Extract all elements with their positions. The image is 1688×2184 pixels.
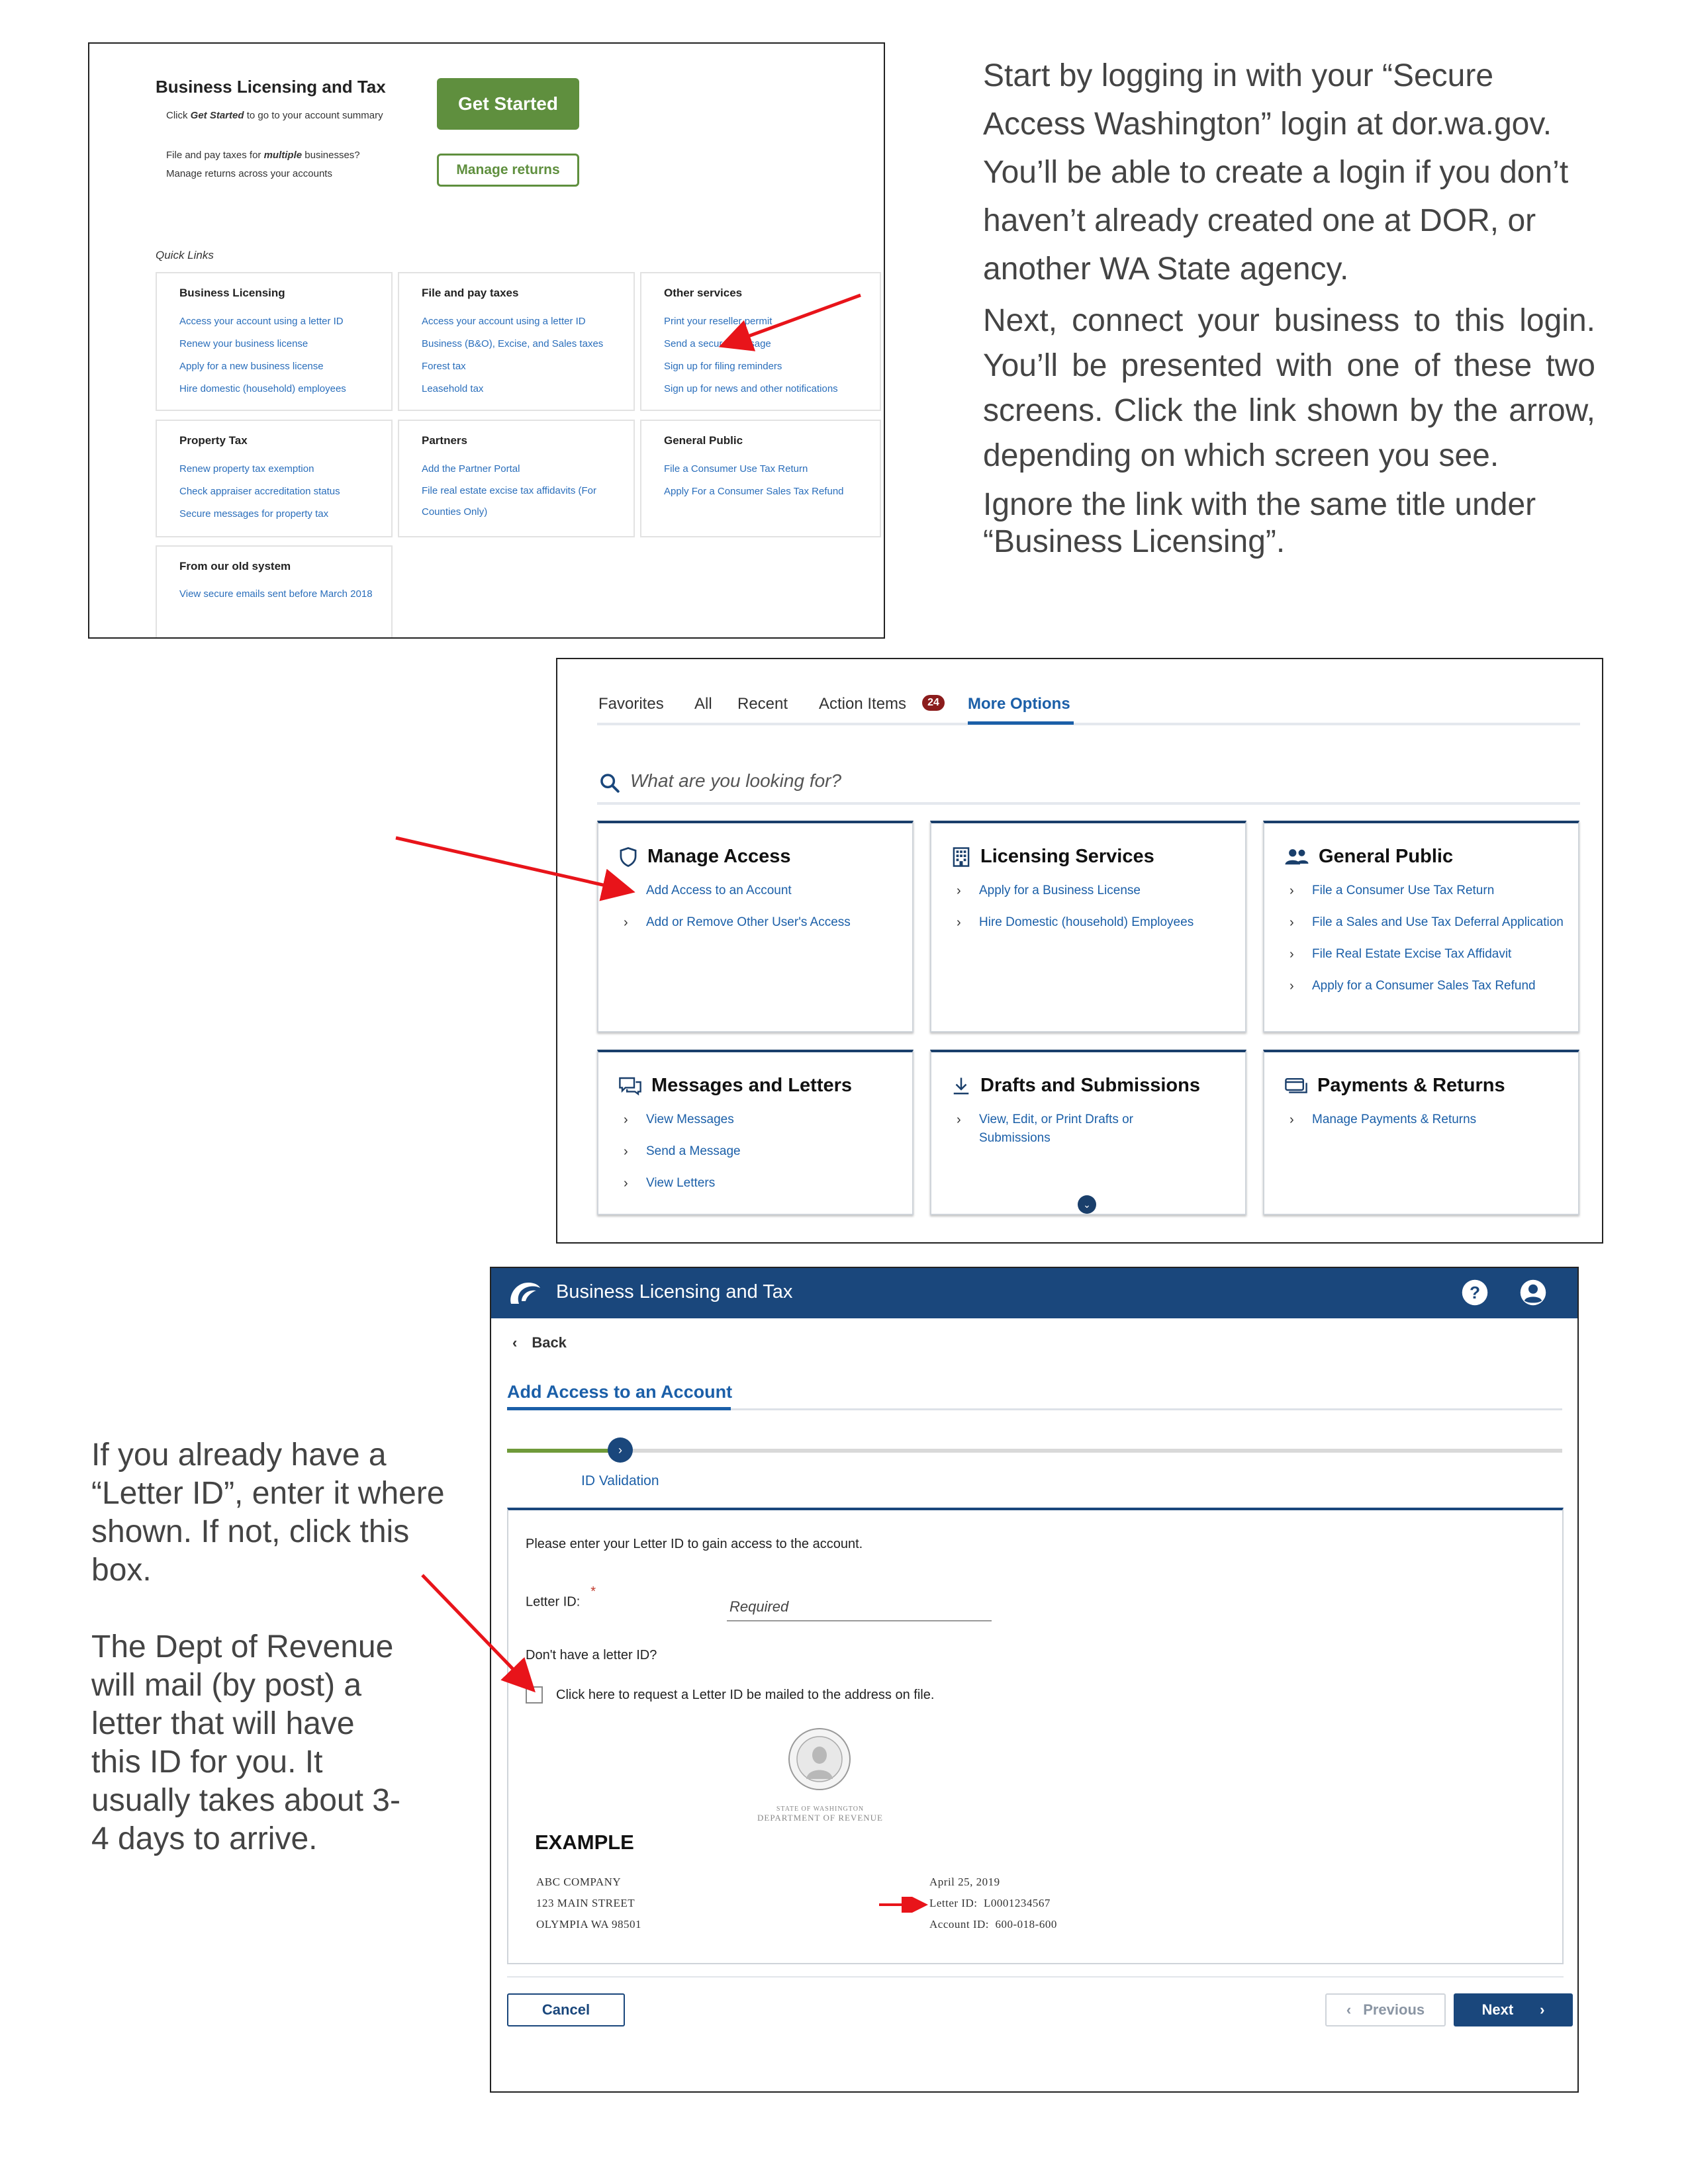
page-subtitle: Click Get Started to go to your account summary bbox=[166, 110, 383, 121]
card-payments-returns bbox=[1263, 1050, 1579, 1215]
get-started-button[interactable]: Get Started bbox=[437, 78, 579, 130]
screenshot-more-options bbox=[556, 658, 1603, 1244]
card-general-public bbox=[1263, 821, 1579, 1032]
chevron-right-icon: › bbox=[1289, 947, 1294, 962]
search-underline bbox=[597, 802, 1580, 805]
side-paragraph-2: The Dept of Revenue will mail (by post) a letter that will have this ID for you. It usually takes about 3-4 days to arrive. bbox=[91, 1629, 400, 1856]
tab-divider bbox=[597, 723, 1580, 725]
letter-id-label: Letter ID:* bbox=[526, 1584, 596, 1610]
link-view-messages[interactable]: › View Messages bbox=[624, 1111, 741, 1129]
link-old-secure-emails[interactable]: View secure emails sent before March 2018 bbox=[179, 588, 373, 600]
tab-more-options[interactable]: More Options bbox=[968, 695, 1070, 713]
help-icon[interactable] bbox=[1461, 1279, 1489, 1306]
link-manage-other-users[interactable]: › Add or Remove Other User's Access bbox=[624, 913, 851, 932]
letter-id-instructions bbox=[91, 1436, 469, 1858]
link-renew-exemption[interactable]: Renew property tax exemption bbox=[179, 463, 314, 475]
link-real-estate-excise[interactable]: File real estate excise tax affidavits (For Counties Only) bbox=[422, 485, 596, 518]
quick-links-business-licensing bbox=[156, 272, 393, 411]
building-icon bbox=[951, 846, 971, 868]
link-forest-tax[interactable]: Forest tax bbox=[422, 361, 466, 372]
link-apply-license[interactable]: Apply for a new business license bbox=[179, 361, 324, 372]
form-instructions: Please enter your Letter ID to gain access to the account. bbox=[526, 1537, 863, 1551]
link-news-notifications[interactable]: Sign up for news and other notifications bbox=[664, 383, 838, 394]
link-hire-domestic[interactable]: Hire domestic (household) employees bbox=[179, 383, 346, 394]
quick-links-general-public bbox=[640, 420, 881, 537]
tab-recent[interactable]: Recent bbox=[737, 695, 788, 713]
state-seal-icon bbox=[786, 1726, 853, 1792]
progress-fill bbox=[507, 1449, 620, 1453]
red-arrow-icon bbox=[391, 827, 655, 907]
previous-button[interactable]: ‹ Previous bbox=[1325, 1993, 1446, 2026]
example-company: ABC COMPANY bbox=[536, 1876, 622, 1888]
back-link[interactable]: ‹ Back bbox=[512, 1334, 567, 1351]
link-appraiser-status[interactable]: Check appraiser accreditation status bbox=[179, 486, 340, 497]
multi-business-subtext: Manage returns across your accounts bbox=[166, 168, 332, 179]
chevron-left-icon: ‹ bbox=[512, 1334, 518, 1351]
chevron-right-icon: › bbox=[957, 1113, 961, 1127]
chevron-left-icon: ‹ bbox=[1346, 2001, 1352, 2018]
dor-logo-icon[interactable] bbox=[506, 1279, 543, 1308]
link-apply-business-license[interactable]: › Apply for a Business License bbox=[957, 882, 1194, 900]
intro-paragraph-1: Start by logging in with your “Secure Access Washington” login at dor.wa.gov. You’ll be able to create a login if you don’t haven’t already created one at DOR, or another WA State agency. bbox=[983, 58, 1569, 287]
link-view-letters[interactable]: › View Letters bbox=[624, 1174, 741, 1193]
card-title: Licensing Services bbox=[980, 846, 1154, 867]
card-messages-letters bbox=[597, 1050, 914, 1215]
link-filing-reminders[interactable]: Sign up for filing reminders bbox=[664, 361, 782, 372]
example-date: April 25, 2019 bbox=[929, 1876, 1000, 1888]
card-title: Payments & Returns bbox=[1317, 1075, 1505, 1096]
manage-returns-button[interactable]: Manage returns bbox=[437, 154, 579, 187]
title-underline bbox=[507, 1407, 731, 1410]
link-business-taxes[interactable]: Business (B&O), Excise, and Sales taxes bbox=[422, 338, 604, 349]
example-city: OLYMPIA WA 98501 bbox=[536, 1918, 641, 1931]
card-title: Drafts and Submissions bbox=[980, 1075, 1200, 1096]
card-title: General Public bbox=[1319, 846, 1454, 867]
quick-links-partners bbox=[398, 420, 635, 537]
search-input[interactable]: What are you looking for? bbox=[630, 770, 842, 791]
chevron-right-icon: › bbox=[624, 1144, 628, 1159]
link-add-access[interactable]: Add Access to an Account bbox=[624, 882, 851, 900]
letter-id-input[interactable] bbox=[727, 1594, 992, 1621]
chevron-right-icon: › bbox=[1289, 1113, 1294, 1127]
link-consumer-use-tax[interactable]: File a Consumer Use Tax Return bbox=[664, 463, 808, 475]
section-title: File and pay taxes bbox=[422, 287, 519, 299]
section-title: From our old system bbox=[179, 560, 291, 572]
chevron-right-icon: › bbox=[1289, 915, 1294, 930]
multi-business-text: File and pay taxes for multiple businesses? bbox=[166, 150, 360, 161]
chevron-right-icon: › bbox=[624, 915, 628, 930]
required-marker: * bbox=[590, 1584, 596, 1599]
page-title: Add Access to an Account bbox=[507, 1382, 733, 1402]
section-title: General Public bbox=[664, 434, 743, 447]
chevron-right-icon: › bbox=[1540, 2001, 1545, 2018]
tab-action-items[interactable]: Action Items bbox=[819, 695, 907, 713]
next-button[interactable]: Next › bbox=[1454, 1993, 1573, 2026]
svg-text:?: ? bbox=[1469, 1282, 1481, 1302]
quick-links-heading: Quick Links bbox=[156, 249, 214, 261]
section-title: Partners bbox=[422, 434, 467, 447]
section-title: Other services bbox=[664, 287, 743, 299]
card-title: Manage Access bbox=[647, 846, 791, 867]
link-real-estate-excise[interactable]: › File Real Estate Excise Tax Affidavit bbox=[1289, 945, 1568, 964]
chevron-right-icon: › bbox=[624, 1176, 628, 1191]
intro-paragraph-3: Ignore the link with the same title under “Business Licensing”. bbox=[983, 487, 1536, 559]
card-title: Messages and Letters bbox=[651, 1075, 853, 1096]
card-licensing-services bbox=[930, 821, 1246, 1032]
quick-links-old-system bbox=[156, 545, 393, 639]
people-icon bbox=[1284, 847, 1309, 867]
link-manage-payments[interactable]: › Manage Payments & Returns bbox=[1289, 1111, 1476, 1129]
active-tab-indicator bbox=[968, 721, 1074, 725]
link-renew-license[interactable]: Renew your business license bbox=[179, 338, 308, 349]
screenshot-add-access bbox=[490, 1267, 1579, 2093]
link-partner-portal[interactable]: Add the Partner Portal bbox=[422, 463, 520, 475]
step-label: ID Validation bbox=[581, 1473, 659, 1488]
red-arrow-icon bbox=[606, 242, 870, 355]
link-consumer-sales-refund[interactable]: Apply For a Consumer Sales Tax Refund bbox=[664, 486, 844, 497]
chevron-right-icon: › bbox=[957, 915, 961, 930]
user-account-icon[interactable] bbox=[1519, 1279, 1547, 1306]
intro-paragraph-2: Next, connect your business to this login. You’ll be presented with one of these two screens. Click the link shown by the arrow, depending on which screen you see. bbox=[983, 303, 1595, 473]
quick-links-file-pay-taxes bbox=[398, 272, 635, 411]
letter-id-form bbox=[507, 1508, 1564, 1964]
action-items-badge: 24 bbox=[922, 695, 945, 711]
link-send-message[interactable]: › Send a Message bbox=[624, 1142, 741, 1161]
chevron-right-icon: › bbox=[1289, 884, 1294, 898]
intro-instructions bbox=[983, 52, 1595, 561]
no-letter-id-question: Don't have a letter ID? bbox=[526, 1648, 657, 1662]
link-hire-domestic[interactable]: › Hire Domestic (household) Employees bbox=[957, 913, 1194, 932]
example-street: 123 MAIN STREET bbox=[536, 1897, 635, 1909]
link-consumer-use-tax[interactable]: › File a Consumer Use Tax Return bbox=[1289, 882, 1568, 900]
quick-links-property-tax bbox=[156, 420, 393, 537]
link-leasehold-tax[interactable]: Leasehold tax bbox=[422, 383, 484, 394]
seal-caption: STATE OF WASHINGTON DEPARTMENT OF REVENUE bbox=[757, 1805, 883, 1823]
chevron-right-icon: › bbox=[957, 884, 961, 898]
link-reseller-permit[interactable]: Print your reseller permit bbox=[664, 316, 773, 327]
example-heading: EXAMPLE bbox=[535, 1831, 634, 1854]
step-indicator: › bbox=[608, 1437, 633, 1463]
app-title: Business Licensing and Tax bbox=[556, 1281, 793, 1302]
link-sales-use-deferral[interactable]: › File a Sales and Use Tax Deferral Application bbox=[1289, 913, 1568, 932]
page-title: Business Licensing and Tax bbox=[156, 77, 386, 97]
footer-divider bbox=[507, 1976, 1564, 1978]
section-title: Business Licensing bbox=[179, 287, 285, 299]
section-title: Property Tax bbox=[179, 434, 248, 447]
side-paragraph-1: If you already have a “Letter ID”, enter it where shown. If not, click this box. bbox=[91, 1437, 445, 1588]
tab-favorites[interactable]: Favorites bbox=[598, 695, 664, 713]
link-secure-message[interactable]: Send a secure message bbox=[664, 338, 771, 349]
scroll-down-icon[interactable]: ⌄ bbox=[1078, 1195, 1096, 1214]
cancel-button[interactable]: Cancel bbox=[507, 1993, 625, 2026]
example-account-id: Account ID: 600-018-600 bbox=[929, 1918, 1057, 1931]
progress-track bbox=[507, 1449, 1562, 1453]
screenshot-business-licensing-home bbox=[88, 42, 885, 639]
search-icon bbox=[598, 772, 621, 794]
card-drafts-submissions bbox=[930, 1050, 1246, 1215]
chat-icon bbox=[618, 1076, 642, 1096]
link-property-messages[interactable]: Secure messages for property tax bbox=[179, 508, 329, 520]
download-icon bbox=[951, 1076, 971, 1096]
tab-all[interactable]: All bbox=[694, 695, 712, 713]
payment-icon bbox=[1284, 1076, 1308, 1096]
request-letter-label[interactable]: Click here to request a Letter ID be mailed to the address on file. bbox=[556, 1688, 935, 1702]
link-access-letter-id[interactable]: Access your account using a letter ID bbox=[422, 316, 586, 327]
chevron-right-icon: › bbox=[624, 1113, 628, 1127]
red-arrow-icon bbox=[876, 1897, 929, 1913]
red-arrow-icon bbox=[417, 1569, 549, 1701]
link-access-letter-id[interactable]: Access your account using a letter ID bbox=[179, 316, 344, 327]
link-consumer-sales-refund[interactable]: › Apply for a Consumer Sales Tax Refund bbox=[1289, 977, 1568, 995]
chevron-right-icon: › bbox=[1289, 979, 1294, 993]
example-letter-id: Letter ID: L0001234567 bbox=[929, 1897, 1051, 1909]
link-view-drafts[interactable]: › View, Edit, or Print Drafts or Submissions bbox=[957, 1111, 1155, 1148]
